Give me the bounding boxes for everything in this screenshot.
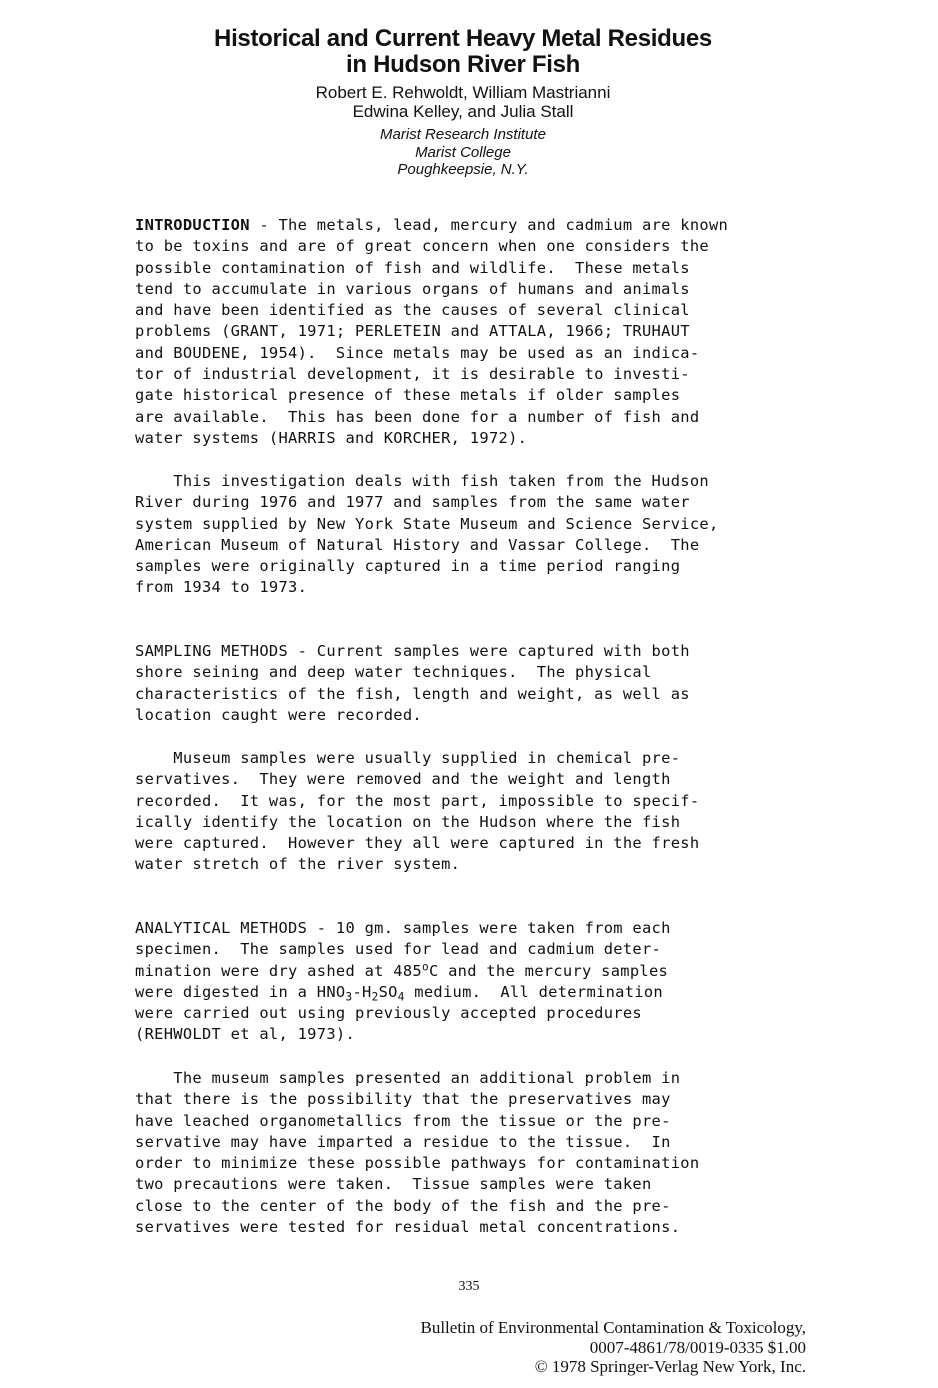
title-line-1: Historical and Current Heavy Metal Residues xyxy=(214,25,712,52)
analytical-text-a: ANALYTICAL METHODS - 10 gm. samples were taken from each specimen. The samples used for lead and cadmium deter- mination were dry ashed at 485 xyxy=(135,919,671,980)
authors-line-1: Robert E. Rehwoldt, William Mastrianni xyxy=(315,83,611,102)
journal-footer xyxy=(420,1318,806,1377)
sampling-methods-paragraph-1: SAMPLING METHODS - Current samples were captured with both shore seining and deep water techniques. The physical characteristics of the fish, length and weight, as well as location caught were recorded. xyxy=(135,642,690,724)
introduction-body: to be toxins and are of great concern when one considers the possible contamination of fish and wildlife. These metals tend to accumulate in various organs of humans and animals and have been identified as the causes of several clinical problems (GRANT, 1971; PERLETEIN and ATTALA, 1966; TRUHAUT and BOUDENE, 1954). Since metals may be used as an indica- tor of industrial development, it is desirable to investi- gate historical presence of these metals if older samples are available. This has been done for a number of fish and water systems (HARRIS and KORCHER, 1972). xyxy=(135,237,709,447)
analytical-methods-paragraph-2: The museum samples presented an additional problem in that there is the possibility that the preservatives may have leached organometallics from the tissue or the pre- servative may have imparted a residue to the tissue. In order to minimize these possible pathways for contamination two precautions were taken. Tissue samples were taken close to the center of the body of the fish and the pre- servatives were tested for residual metal concentrations. xyxy=(135,1069,700,1237)
footer-journal-name: Bulletin of Environmental Contamination & Toxicology, xyxy=(420,1318,806,1337)
introduction-first-line: - The metals, lead, mercury and cadmium are known xyxy=(249,216,729,234)
introduction-paragraph-2: This investigation deals with fish taken from the Hudson River during 1976 and 1977 and samples from the same water system supplied by New York State Museum and Science Service, American Museum of Natural History and Vassar College. The samples were originally captured in a time period ranging from 1934 to 1973. xyxy=(135,472,719,597)
analytical-methods-paragraph-1 xyxy=(135,918,825,1046)
affiliation-line-2: Marist College xyxy=(415,143,511,161)
subscript-4: 4 xyxy=(397,990,405,1004)
subscript-3: 3 xyxy=(345,990,353,1004)
analytical-text-b: C and the mercury samples were digested in a HNO xyxy=(135,961,669,1001)
article-title xyxy=(0,26,926,78)
sampling-methods-paragraph-2: Museum samples were usually supplied in chemical pre- servatives. They were removed and the weight and length recorded. It was, for the most part, impossible to specif- ically identify the location on the Hudson where the fish were captured. However they all were captured in the fresh water stretch of the river system. xyxy=(135,749,700,874)
analytical-text-c: -H xyxy=(352,982,372,1001)
page-number: 335 xyxy=(458,1279,480,1294)
author-list xyxy=(0,83,926,121)
introduction-heading: INTRODUCTION xyxy=(135,216,250,234)
footer-copyright: © 1978 Springer-Verlag New York, Inc. xyxy=(534,1357,806,1376)
affiliation-line-3: Poughkeepsie, N.Y. xyxy=(397,161,529,178)
analytical-text-d: SO xyxy=(378,982,398,1001)
affiliation-line-1: Marist Research Institute xyxy=(380,126,546,143)
analytical-text-e: medium. All determination were carried out using previously accepted procedures (REHWOLDT et al, 1973). xyxy=(135,982,663,1044)
footer-issn: 0007-4861/78/0019-0335 $1.00 xyxy=(589,1337,806,1357)
article-header xyxy=(0,26,926,179)
affiliation xyxy=(0,126,926,179)
degree-superscript: o xyxy=(421,960,429,974)
subscript-2: 2 xyxy=(371,990,379,1004)
introduction-paragraph-1 xyxy=(135,215,825,449)
title-line-2: in Hudson River Fish xyxy=(345,51,581,78)
authors-line-2: Edwina Kelley, and Julia Stall xyxy=(352,102,574,121)
